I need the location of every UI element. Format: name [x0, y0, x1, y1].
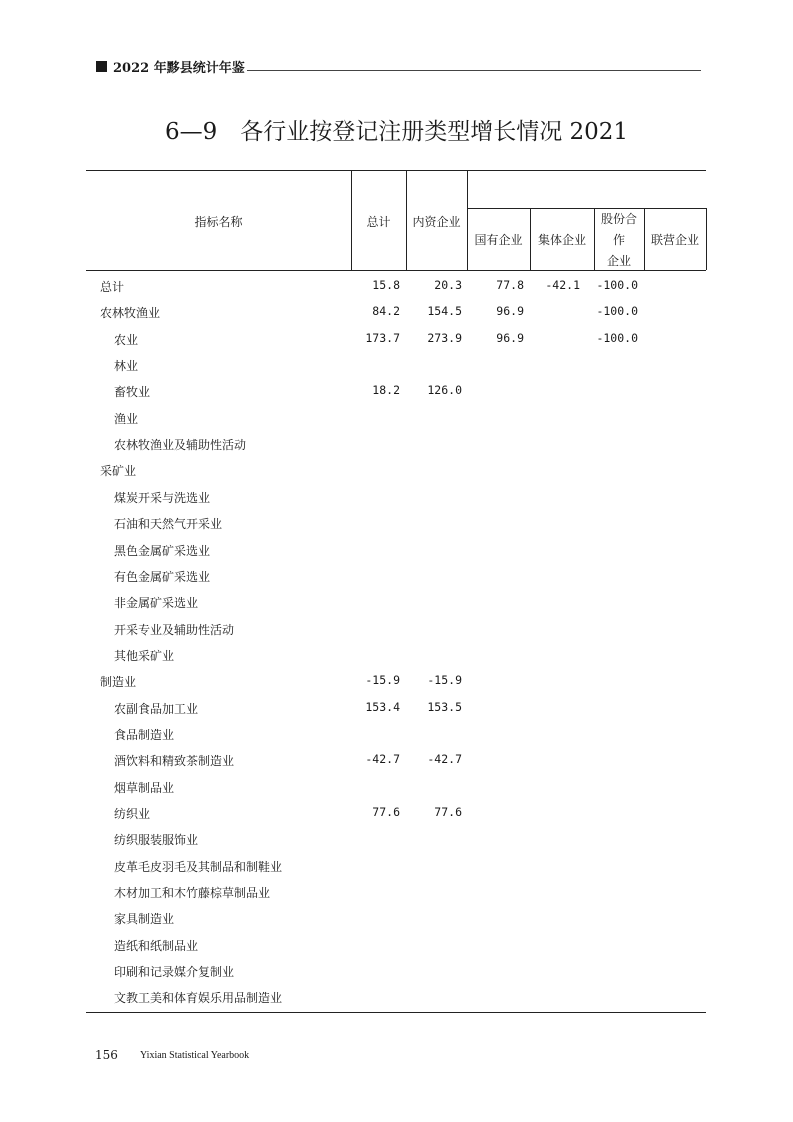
- footer-publication: Yixian Statistical Yearbook: [140, 1050, 250, 1061]
- row-label: 纺织服装服饰业: [114, 833, 199, 848]
- table-row: [0, 589, 793, 615]
- table-row: [0, 774, 793, 800]
- table-row: [0, 299, 793, 325]
- table-row: [0, 642, 793, 668]
- row-value: 77.8: [496, 278, 524, 292]
- row-label: 非金属矿采选业: [114, 596, 199, 611]
- table-row: [0, 484, 793, 510]
- row-label: 其他采矿业: [114, 648, 175, 663]
- row-label: 开采专业及辅助性活动: [114, 622, 235, 637]
- header-square-icon: [96, 61, 107, 72]
- column-header-name: 指标名称: [194, 215, 243, 229]
- row-label: 纺织业: [114, 807, 151, 821]
- row-value: 84.2: [372, 304, 400, 319]
- row-label: 黑色金属矿采选业: [114, 543, 211, 558]
- table-row: [0, 537, 793, 563]
- row-value: -100.0: [596, 304, 638, 319]
- table-row: [0, 800, 793, 826]
- row-label: 农林牧渔业及辅助性活动: [114, 438, 247, 453]
- row-value: 126.0: [427, 383, 462, 398]
- row-label: 造纸和纸制品业: [114, 938, 199, 953]
- subheader-rule: [467, 208, 706, 209]
- row-value: 153.4: [365, 699, 400, 714]
- row-label: 印刷和记录媒介复制业: [114, 965, 235, 980]
- row-value: 77.6: [372, 805, 400, 819]
- table-row: [0, 879, 793, 905]
- table-row: [0, 405, 793, 431]
- row-value: -100.0: [596, 330, 638, 345]
- row-label: 食品制造业: [114, 727, 175, 742]
- table-row: [0, 457, 793, 483]
- row-label: 石油和天然气开采业: [114, 517, 223, 532]
- column-header-state-owned: 国有企业: [474, 233, 523, 247]
- table-row: [0, 326, 793, 352]
- column-header-joint-stock-line1: 股份合: [600, 212, 637, 226]
- row-value: 18.2: [372, 383, 400, 398]
- row-label: 农林牧渔业: [100, 306, 161, 321]
- column-header-collective: 集体企业: [537, 233, 586, 247]
- table-row: [0, 668, 793, 694]
- row-label: 家具制造业: [114, 912, 175, 927]
- row-label: 有色金属矿采选业: [114, 569, 211, 584]
- row-value: -15.9: [365, 673, 400, 688]
- row-label: 采矿业: [100, 464, 137, 479]
- header-divider: [706, 208, 707, 270]
- table-row: [0, 747, 793, 773]
- row-value: 15.8: [372, 278, 400, 292]
- column-header-joint-venture: 联营企业: [650, 233, 699, 247]
- row-value: -42.7: [427, 752, 462, 767]
- running-header: 2022 年黟县统计年鉴: [113, 61, 245, 76]
- row-label: 文教工美和体育娱乐用品制造业: [114, 991, 283, 1006]
- row-label: 木材加工和木竹藤棕草制品业: [114, 886, 271, 901]
- row-value: 96.9: [496, 304, 524, 319]
- row-label: 农业: [114, 332, 139, 347]
- table-row: [0, 352, 793, 378]
- column-header-joint-stock-line2: 作: [612, 233, 625, 247]
- table-row: [0, 905, 793, 931]
- row-label: 林业: [114, 359, 139, 374]
- page-number: 156: [95, 1048, 118, 1062]
- header-divider: [467, 171, 468, 270]
- column-header-joint-stock-line3: 企业: [606, 254, 631, 268]
- row-value: 77.6: [434, 805, 462, 819]
- table-row: [0, 826, 793, 852]
- table-row: [0, 932, 793, 958]
- table-bottom-rule: [86, 1012, 706, 1013]
- table-row: [0, 431, 793, 457]
- table-top-rule: [86, 170, 706, 171]
- table-row: [0, 510, 793, 536]
- table-row: [0, 378, 793, 404]
- row-value: 153.5: [427, 699, 462, 714]
- row-value: 173.7: [365, 330, 400, 345]
- table-row: [0, 695, 793, 721]
- row-value: 273.9: [427, 330, 462, 345]
- row-label: 制造业: [100, 675, 137, 690]
- row-value: -100.0: [596, 278, 638, 292]
- table-row: [0, 853, 793, 879]
- table-row: [0, 721, 793, 747]
- row-label: 皮革毛皮羽毛及其制品和制鞋业: [114, 859, 283, 874]
- table-row: [0, 958, 793, 984]
- row-label: 畜牧业: [114, 385, 151, 400]
- table-row: [0, 984, 793, 1010]
- row-value: -15.9: [427, 673, 462, 688]
- row-value: 154.5: [427, 304, 462, 319]
- row-label: 烟草制品业: [114, 780, 175, 795]
- row-value: -42.7: [365, 752, 400, 767]
- row-value: -42.1: [545, 278, 580, 292]
- row-label: 煤炭开采与洗选业: [114, 490, 211, 505]
- row-label: 农副食品加工业: [114, 701, 199, 716]
- row-label: 酒饮料和精致茶制造业: [114, 754, 235, 769]
- table-row: [0, 273, 793, 299]
- table-row: [0, 563, 793, 589]
- header-rule: [247, 70, 701, 71]
- row-label: 总计: [100, 280, 125, 294]
- row-label: 渔业: [114, 411, 139, 426]
- column-header-total: 总计: [366, 215, 391, 229]
- page-title: 6—9 各行业按登记注册类型增长情况 2021: [164, 119, 629, 145]
- row-value: 96.9: [496, 330, 524, 345]
- column-header-domestic: 内资企业: [412, 215, 461, 229]
- row-value: 20.3: [434, 278, 462, 292]
- table-row: [0, 616, 793, 642]
